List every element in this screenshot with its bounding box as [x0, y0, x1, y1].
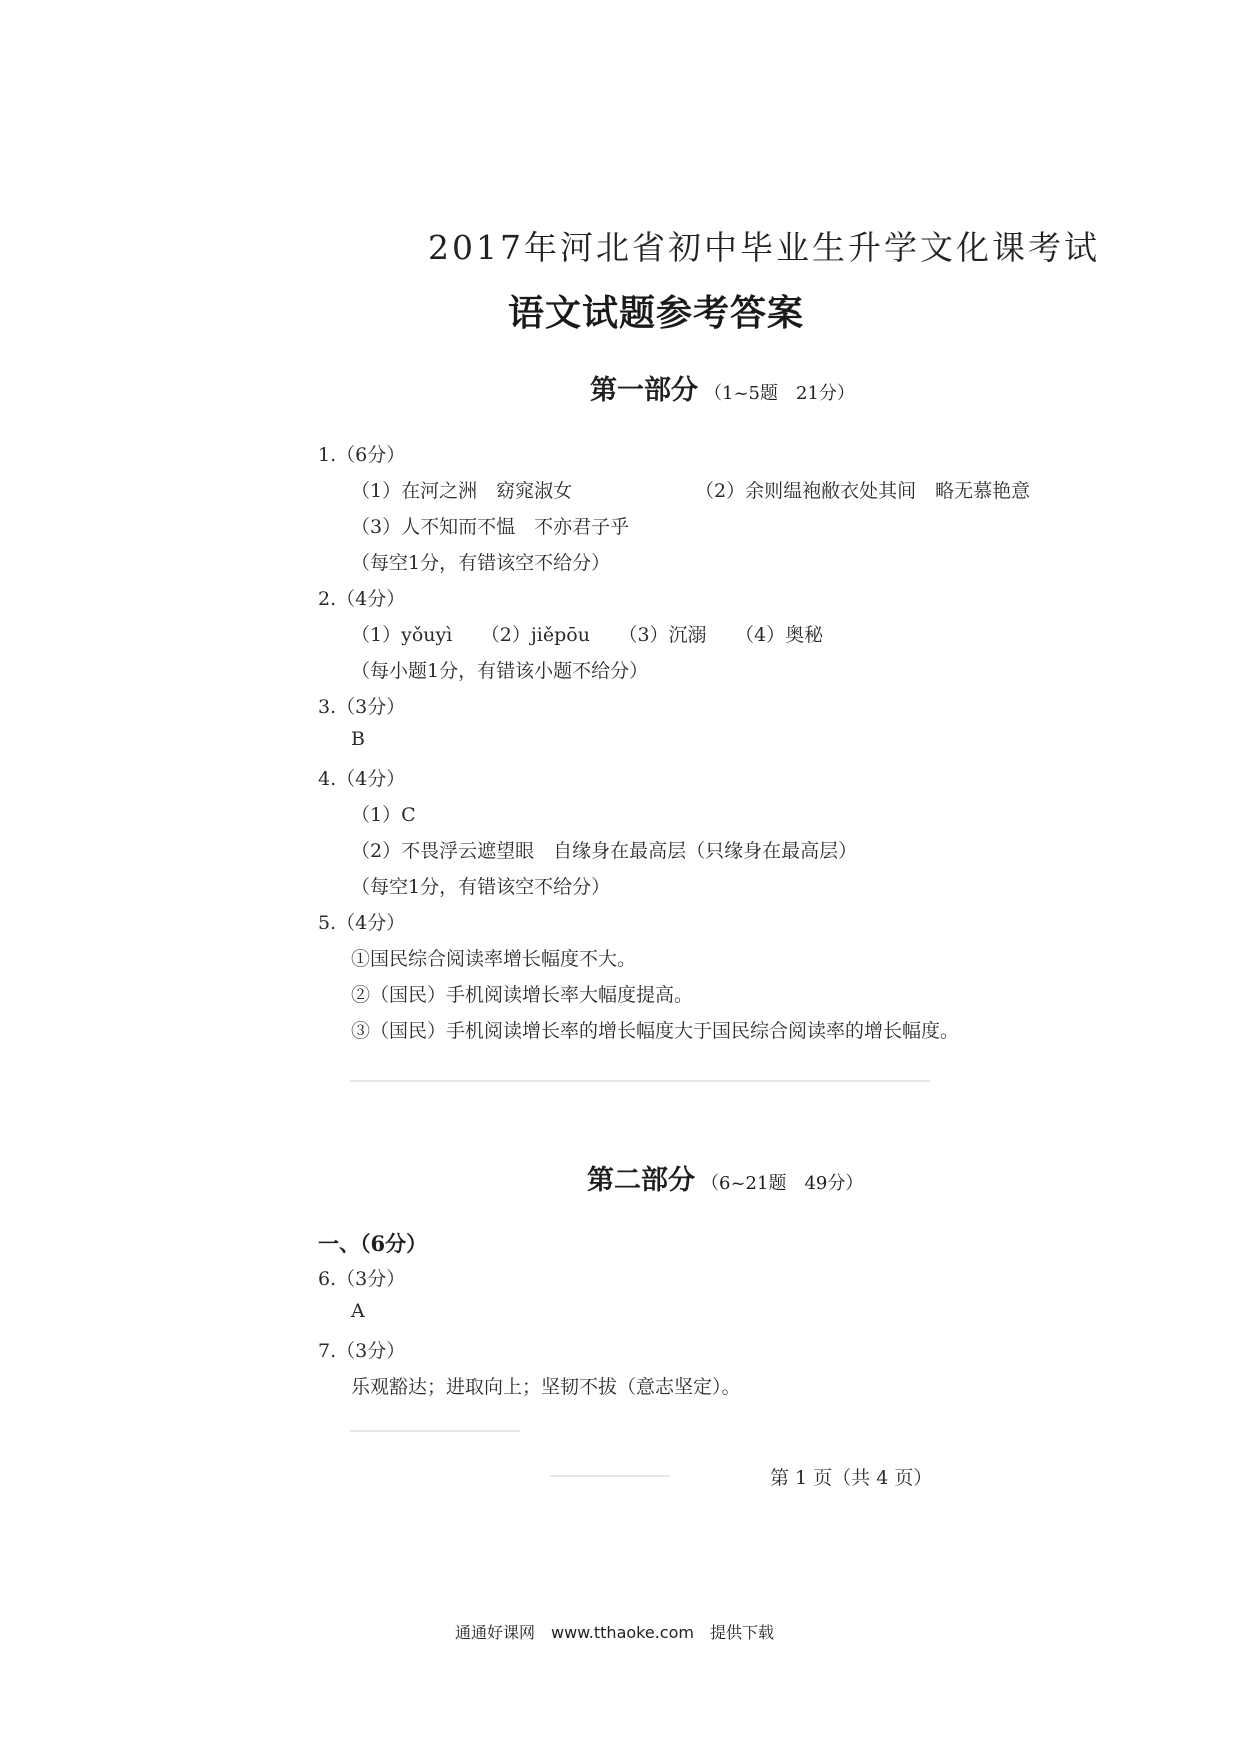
q3-answer-1: B — [351, 728, 365, 750]
q5-head: 5.（4分） — [318, 912, 406, 934]
document-title: 2017年河北省初中毕业生升学文化课考试 — [428, 228, 1100, 267]
q4-note: （每空1分，有错该空不给分） — [351, 876, 611, 898]
q1-head: 1.（6分） — [318, 444, 406, 466]
q3-head: 3.（3分） — [318, 696, 406, 718]
q2-answer-1: （1）yǒuyì （2）jiěpōu （3）沉溺 （4）奥秘 — [351, 624, 824, 646]
q4-answer-2: （2）不畏浮云遮望眼 自缘身在最高层（只缘身在最高层） — [351, 840, 858, 862]
q7-head: 7.（3分） — [318, 1340, 406, 1362]
q5-answer-2: ②（国民）手机阅读增长率大幅度提高。 — [351, 984, 694, 1006]
part-2-range: （6~21题 49分） — [701, 1173, 864, 1194]
q2-head: 2.（4分） — [318, 588, 406, 610]
q1-answer-3: （3）人不知而不愠 不亦君子乎 — [351, 516, 630, 538]
q2-note: （每小题1分，有错该小题不给分） — [351, 660, 649, 682]
part-1-range: （1~5题 21分） — [704, 383, 855, 404]
q5-answer-3: ③（国民）手机阅读增长率的增长幅度大于国民综合阅读率的增长幅度。 — [351, 1020, 960, 1042]
part-2-title: 第二部分 — [587, 1165, 695, 1196]
footer-source: 通通好课网 www.tthaoke.com 提供下载 — [455, 1623, 774, 1642]
q1-answer-1: （1）在河之洲 窈窕淑女 — [351, 480, 573, 502]
part-2-heading — [587, 1158, 863, 1197]
q6-answer-1: A — [351, 1300, 365, 1322]
part-1-heading — [590, 368, 855, 407]
scan-artifact — [550, 1475, 670, 1477]
q4-answer-1: （1）C — [351, 804, 416, 826]
q5-answer-1: ①国民综合阅读率增长幅度不大。 — [351, 948, 637, 970]
q4-head: 4.（4分） — [318, 768, 406, 790]
part-1-title: 第一部分 — [590, 375, 698, 406]
q1-note: （每空1分，有错该空不给分） — [351, 552, 611, 574]
scan-artifact — [350, 1430, 520, 1432]
q1-answer-2: （2）余则缊袍敝衣处其间 略无慕艳意 — [695, 480, 1031, 502]
q7-answer-1: 乐观豁达；进取向上；坚韧不拔（意志坚定）。 — [351, 1376, 741, 1398]
document-subtitle: 语文试题参考答案 — [508, 292, 805, 334]
q6-head: 6.（3分） — [318, 1268, 406, 1290]
page-number: 第 1 页（共 4 页） — [770, 1467, 933, 1489]
scan-artifact — [350, 1080, 930, 1082]
group-1-head: 一、（6分） — [318, 1231, 428, 1256]
